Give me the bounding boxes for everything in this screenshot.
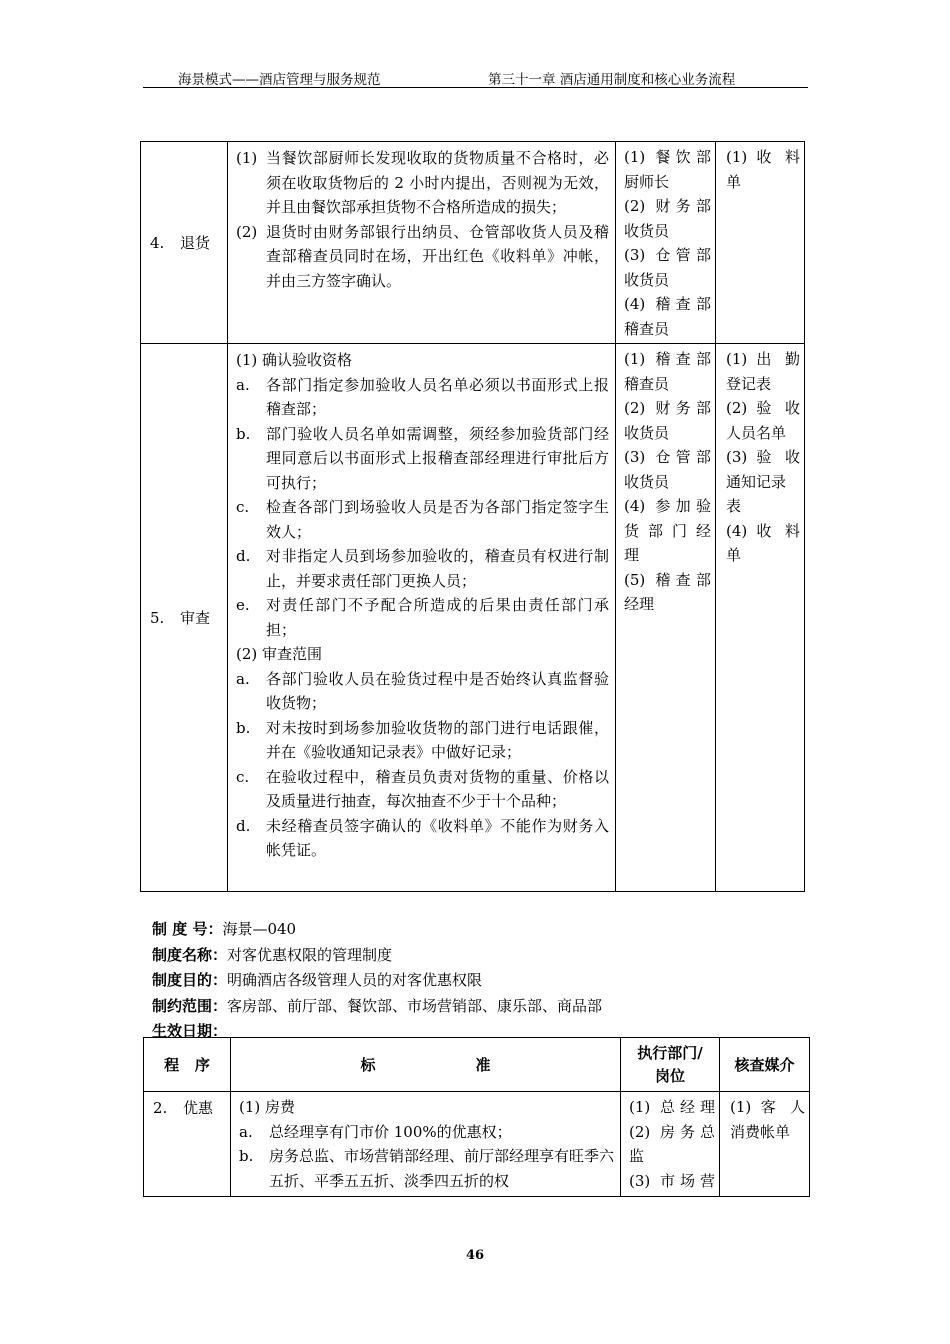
item-text: 确认验收资格: [262, 351, 353, 369]
procedure-cell: 5. 审查: [141, 344, 228, 892]
list-item-line: 单: [726, 172, 742, 191]
list-item: [236, 593, 609, 642]
header-department: 执行部门/ 岗位: [621, 1038, 720, 1092]
discount-procedure-table: [143, 1037, 810, 1197]
policy-info: [152, 917, 602, 1045]
policy-name: 制度名称：对客优惠权限的管理制度: [152, 945, 393, 964]
item-text: 各部门验收人员在验货过程中是否始终认真监督验收货物；: [266, 669, 609, 712]
item-text: 检查各部门到场验收人员是否为各部门指定签字生效人；: [266, 498, 609, 541]
list-item-line: 消费帐单: [730, 1122, 791, 1141]
list-item: [239, 1120, 614, 1145]
standard-cell: [228, 344, 616, 892]
item-text: 退货时由财务部银行出纳员、仓管部收货人员及稽查部稽查员同时在场，开出红色《收料单》冲帐，并由三方签字确认。: [266, 222, 609, 290]
item-marker: d.: [236, 547, 251, 565]
policy-purpose: 制度目的：明确酒店各级管理人员的对客优惠权限: [152, 971, 483, 989]
list-item-line: (1) 客 人: [730, 1098, 805, 1116]
media-cell: [716, 142, 805, 344]
procedure-title: 优惠: [183, 1099, 214, 1117]
list-item-line: (2) 验 收: [726, 399, 800, 417]
list-item-line: 经理: [624, 595, 655, 613]
item-text: 各部门指定参加验收人员名单必须以书面形式上报稽查部；: [266, 375, 609, 418]
list-item-line: (3) 市场营: [629, 1171, 715, 1190]
item-marker: a.: [236, 669, 250, 688]
header-media: 核查媒介: [720, 1038, 810, 1092]
list-item-line: (1) 收 料: [726, 148, 800, 166]
item-text: 房务总监、市场营销部经理、前厅部经理享有旺季六五折、平季五五折、淡季四五折的权: [269, 1147, 615, 1190]
list-item-line: (1) 稽查部: [624, 350, 711, 368]
list-item-line: 表: [726, 497, 742, 515]
standard-cell: [231, 1092, 621, 1197]
procedure-title: 退货: [180, 234, 211, 252]
item-marker: c.: [236, 767, 250, 786]
list-item: [236, 544, 609, 593]
page-header: [143, 66, 808, 88]
item-marker: (1): [239, 1098, 261, 1116]
list-item-line: 稽查员: [624, 374, 670, 393]
media-cell: [720, 1092, 810, 1197]
header-book-title: 海景模式——酒店管理与服务规范: [178, 72, 381, 88]
item-text: 部门验收人员名单如需调整，须经参加验货部门经理同意后以书面形式上报稽查部经理进行审批后方可执行；: [266, 424, 609, 492]
list-item-line: (1) 餐饮部: [624, 148, 711, 166]
item-marker: a.: [239, 1122, 253, 1141]
procedure-title: 审查: [180, 609, 211, 627]
list-item-line: (5) 稽查部: [624, 570, 711, 589]
table-row: [141, 142, 805, 344]
list-item: [236, 667, 609, 716]
procedure-table-continued: [140, 141, 805, 892]
procedure-cell: 2. 优惠: [144, 1092, 231, 1197]
item-marker: c.: [236, 498, 250, 516]
list-item-line: (4) 参加验: [624, 497, 711, 515]
list-item-line: (2) 财务部: [624, 197, 711, 215]
header-chapter-title: 第三十一章 酒店通用制度和核心业务流程: [488, 72, 736, 88]
department-cell: [616, 344, 716, 892]
list-item: [236, 814, 609, 863]
list-item: [236, 716, 609, 765]
list-item-line: 单: [726, 546, 742, 564]
list-item-line: 收货员: [624, 221, 670, 240]
list-item-line: (3) 仓管部: [624, 246, 711, 264]
item-marker: (1): [236, 149, 258, 167]
header-standard: 标 准: [231, 1038, 621, 1092]
list-item-line: 登记表: [726, 374, 772, 393]
list-item: [236, 348, 609, 373]
table-header-row: [144, 1038, 810, 1092]
list-item-line: 通知记录: [726, 472, 787, 491]
list-item-line: (2) 房务总: [629, 1122, 715, 1141]
list-item: [239, 1095, 614, 1120]
list-item-line: (3) 仓管部: [624, 448, 711, 466]
list-item-line: 收货员: [624, 472, 670, 491]
list-item-line: 监: [629, 1147, 645, 1165]
item-marker: b.: [239, 1147, 254, 1165]
standard-cell: [228, 142, 616, 344]
list-item-line: 稽查员: [624, 319, 670, 338]
header-procedure: 程 序: [144, 1038, 231, 1092]
department-cell: [621, 1092, 720, 1197]
list-item: [239, 1144, 614, 1193]
item-text: 当餐饮部厨师长发现收取的货物质量不合格时，必须在收取货物后的 2 小时内提出，否则视为无效，并且由餐饮部承担货物不合格所造成的损失；: [266, 149, 609, 216]
item-marker: b.: [236, 424, 251, 443]
list-item-line: 人员名单: [726, 423, 787, 442]
list-item-line: (4) 稽查部: [624, 295, 711, 313]
list-item: [236, 373, 609, 422]
item-text: 房费: [265, 1098, 296, 1116]
item-marker: d.: [236, 816, 251, 835]
list-item-line: 收货员: [624, 423, 670, 442]
list-item-line: 厨师长: [624, 172, 670, 191]
list-item-line: (4) 收 料: [726, 521, 800, 540]
item-marker: e.: [236, 596, 250, 614]
list-item-line: 货 部 门 经: [624, 521, 711, 540]
item-text: 对责任部门不予配合所造成的后果由责任部门承担；: [266, 596, 609, 639]
list-item: [236, 146, 609, 220]
policy-effective-date: 生效日期：: [152, 1022, 228, 1040]
item-marker: a.: [236, 375, 250, 394]
item-text: 在验收过程中，稽查员负责对货物的重量、价格以及质量进行抽查，每次抽查不少于十个品种；: [266, 767, 609, 810]
policy-code: 制 度 号：海景—040: [152, 920, 297, 938]
item-marker: b.: [236, 718, 251, 737]
item-marker: (1): [236, 351, 258, 369]
list-item: [236, 422, 609, 496]
table-row: [141, 344, 805, 892]
list-item: [236, 220, 609, 294]
list-item-line: (2) 财务部: [624, 399, 711, 417]
page-number: 46: [466, 1248, 485, 1263]
list-item-line: 收货员: [624, 270, 670, 289]
policy-scope: 制约范围：客房部、前厅部、餐饮部、市场营销部、康乐部、商品部: [152, 996, 603, 1015]
list-item-line: (3) 验 收: [726, 448, 800, 466]
item-text: 未经稽查员签字确认的《收料单》不能作为财务入帐凭证。: [266, 816, 609, 859]
list-item: [236, 642, 609, 667]
procedure-cell: 4. 退货: [141, 142, 228, 344]
list-item-line: (1) 总经理: [629, 1098, 715, 1116]
item-text: 审查范围: [262, 645, 323, 663]
department-cell: [616, 142, 716, 344]
item-marker: (2): [236, 222, 258, 241]
table-row: [144, 1092, 810, 1197]
list-item-line: 理: [624, 546, 640, 564]
list-item: [236, 495, 609, 544]
item-text: 对未按时到场参加验收货物的部门进行电话跟催，并在《验收通知记录表》中做好记录；: [266, 718, 609, 761]
list-item: [236, 765, 609, 814]
media-cell: [716, 344, 805, 892]
item-text: 总经理享有门市价 100%的优惠权；: [269, 1122, 512, 1141]
item-marker: (2): [236, 645, 258, 663]
item-text: 对非指定人员到场参加验收的，稽查员有权进行制止，并要求责任部门更换人员；: [266, 547, 609, 590]
list-item-line: (1) 出 勤: [726, 350, 800, 368]
